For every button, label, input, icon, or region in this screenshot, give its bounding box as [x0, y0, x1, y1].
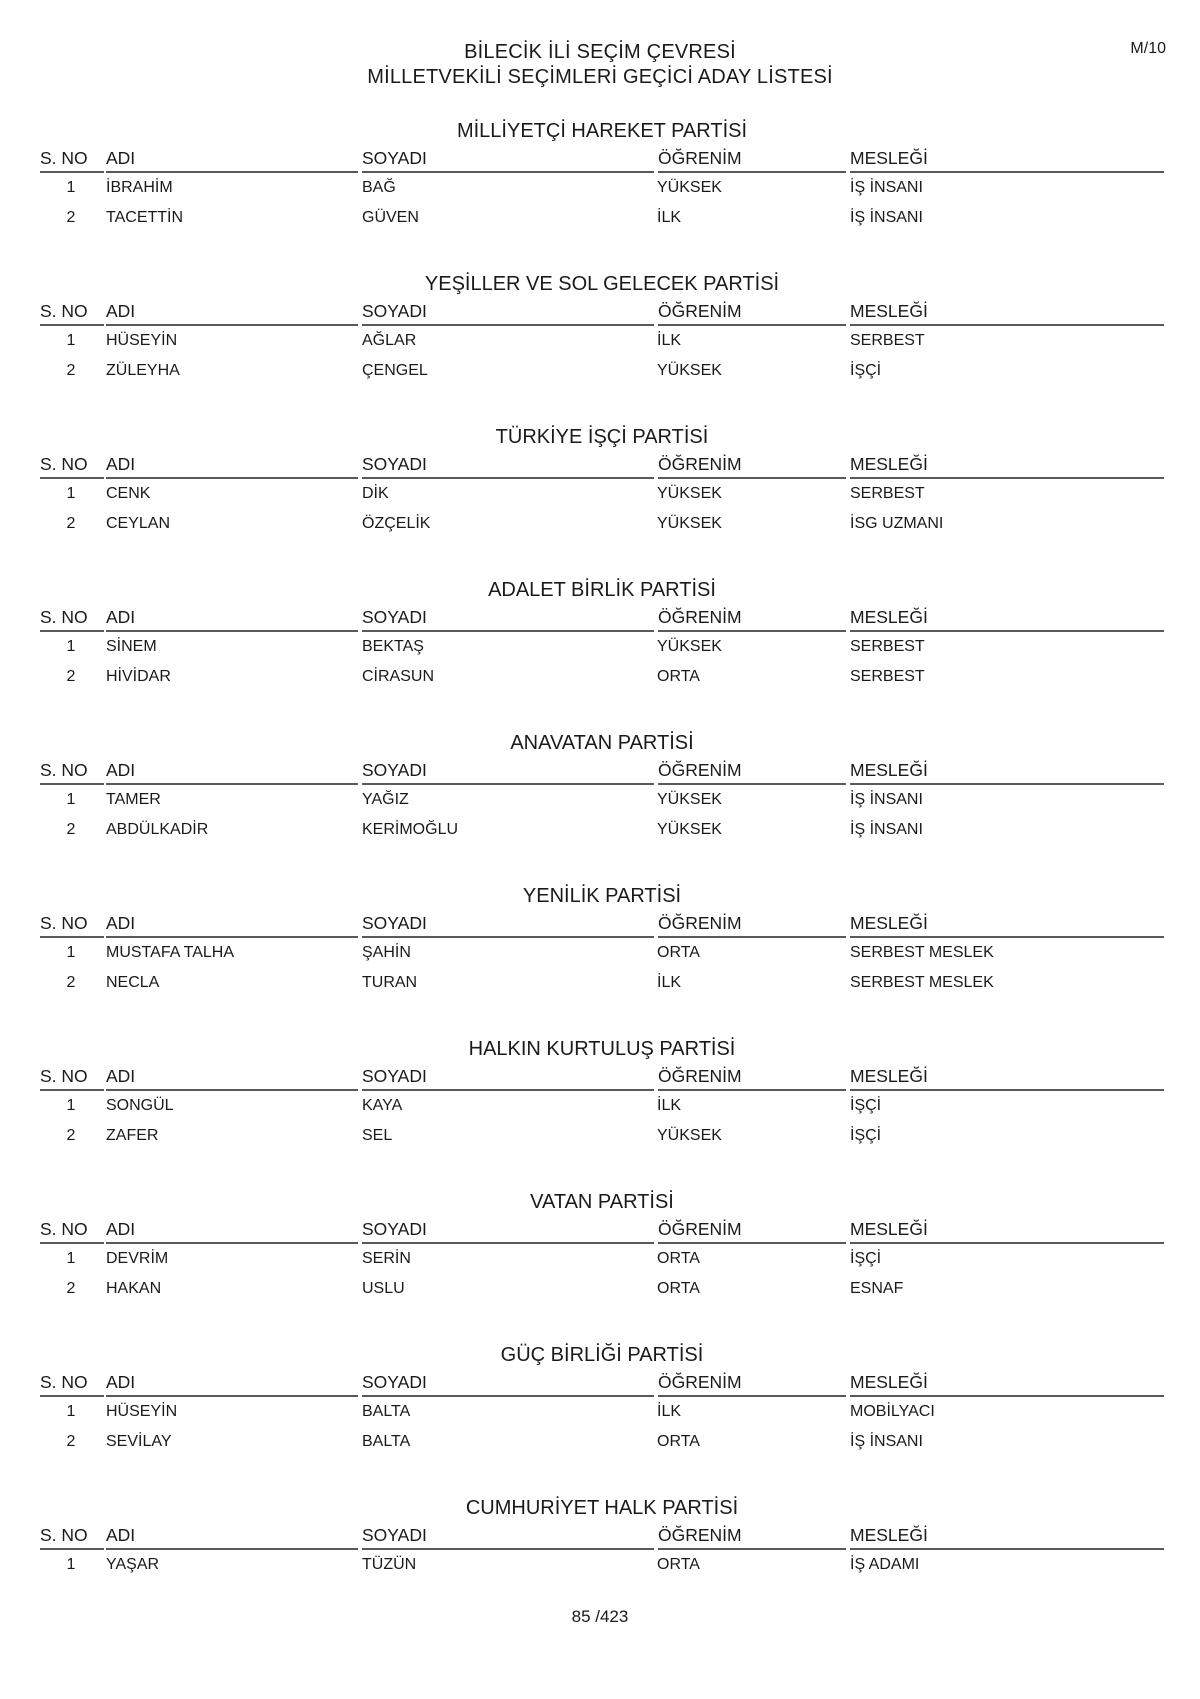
party-section [40, 878, 1164, 1031]
column-header-ogrenim: ÖĞRENİM [658, 1214, 846, 1244]
cell-adi: HAKAN [106, 1280, 162, 1297]
cell-ogrenim: İLK [657, 1403, 682, 1420]
column-header-soyadi: SOYADI [362, 908, 654, 938]
column-header-adi: ADI [106, 1520, 358, 1550]
column-header-meslegi: MESLEĞİ [850, 449, 1164, 479]
column-header-no: S. NO [40, 143, 104, 173]
cell-no: 1 [66, 1097, 76, 1114]
table-row [40, 1397, 1164, 1427]
table-row [40, 203, 1164, 233]
table-row [40, 1091, 1164, 1121]
cell-meslegi: ESNAF [850, 1280, 904, 1297]
cell-meslegi: İŞÇİ [850, 1097, 882, 1114]
cell-meslegi: İŞÇİ [850, 362, 882, 379]
cell-ogrenim: YÜKSEK [657, 515, 722, 532]
table-header [40, 296, 1164, 326]
column-header-adi: ADI [106, 602, 358, 632]
table-header [40, 1214, 1164, 1244]
cell-meslegi: İSG UZMANI [850, 515, 944, 532]
cell-soyadi: SERİN [362, 1250, 411, 1267]
cell-soyadi: SEL [362, 1127, 393, 1144]
cell-adi: MUSTAFA TALHA [106, 944, 235, 961]
cell-adi: SİNEM [106, 638, 157, 655]
column-header-ogrenim: ÖĞRENİM [658, 1061, 846, 1091]
header-title-line1: BİLECİK İLİ SEÇİM ÇEVRESİ [464, 41, 736, 63]
table-header [40, 449, 1164, 479]
table-header [40, 143, 1164, 173]
party-section [40, 113, 1164, 266]
cell-meslegi: SERBEST [850, 638, 925, 655]
cell-soyadi: ŞAHİN [362, 944, 411, 961]
cell-no: 1 [66, 179, 76, 196]
document-header [0, 40, 1200, 90]
cell-no: 1 [66, 638, 76, 655]
cell-adi: HÜSEYİN [106, 1403, 178, 1420]
cell-no: 2 [66, 1280, 76, 1297]
cell-meslegi: İŞÇİ [850, 1127, 882, 1144]
cell-no: 1 [66, 944, 76, 961]
column-header-soyadi: SOYADI [362, 1520, 654, 1550]
cell-soyadi: GÜVEN [362, 209, 419, 226]
table-row [40, 662, 1164, 692]
cell-meslegi: İŞ İNSANI [850, 1433, 923, 1450]
cell-ogrenim: İLK [657, 209, 682, 226]
party-name: ANAVATAN PARTİSİ [510, 732, 694, 754]
column-header-ogrenim: ÖĞRENİM [658, 1367, 846, 1397]
column-header-soyadi: SOYADI [362, 1214, 654, 1244]
column-header-meslegi: MESLEĞİ [850, 1061, 1164, 1091]
party-section [40, 572, 1164, 725]
column-header-no: S. NO [40, 296, 104, 326]
column-header-soyadi: SOYADI [362, 449, 654, 479]
cell-ogrenim: YÜKSEK [657, 1127, 722, 1144]
cell-no: 1 [66, 1556, 76, 1573]
table-header [40, 1061, 1164, 1091]
table-row [40, 815, 1164, 845]
page-code: M/10 [1130, 40, 1166, 57]
cell-adi: YAŞAR [106, 1556, 160, 1573]
table-header [40, 755, 1164, 785]
cell-ogrenim: YÜKSEK [657, 638, 722, 655]
cell-ogrenim: ORTA [657, 944, 700, 961]
cell-meslegi: MOBİLYACI [850, 1403, 935, 1420]
cell-soyadi: AĞLAR [362, 332, 417, 349]
cell-soyadi: BAĞ [362, 179, 396, 196]
cell-soyadi: USLU [362, 1280, 405, 1297]
cell-adi: ZAFER [106, 1127, 159, 1144]
table-row [40, 632, 1164, 662]
column-header-no: S. NO [40, 1520, 104, 1550]
cell-ogrenim: YÜKSEK [657, 791, 722, 808]
column-header-meslegi: MESLEĞİ [850, 296, 1164, 326]
column-header-ogrenim: ÖĞRENİM [658, 143, 846, 173]
cell-no: 2 [66, 821, 76, 838]
table-header [40, 602, 1164, 632]
cell-soyadi: BEKTAŞ [362, 638, 424, 655]
cell-soyadi: KERİMOĞLU [362, 821, 459, 838]
column-header-no: S. NO [40, 1214, 104, 1244]
column-header-soyadi: SOYADI [362, 1061, 654, 1091]
column-header-ogrenim: ÖĞRENİM [658, 602, 846, 632]
cell-adi: SEVİLAY [106, 1433, 172, 1450]
table-row [40, 173, 1164, 203]
cell-soyadi: DİK [362, 485, 389, 502]
cell-soyadi: BALTA [362, 1403, 411, 1420]
cell-soyadi: TURAN [362, 974, 418, 991]
cell-ogrenim: YÜKSEK [657, 485, 722, 502]
party-section [40, 1031, 1164, 1184]
column-header-adi: ADI [106, 143, 358, 173]
column-header-meslegi: MESLEĞİ [850, 1520, 1164, 1550]
cell-no: 1 [66, 791, 76, 808]
cell-soyadi: KAYA [362, 1097, 403, 1114]
party-name: GÜÇ BİRLİĞİ PARTİSİ [500, 1344, 704, 1366]
column-header-adi: ADI [106, 1061, 358, 1091]
cell-no: 2 [66, 1433, 76, 1450]
cell-ogrenim: YÜKSEK [657, 179, 722, 196]
cell-soyadi: YAĞIZ [362, 791, 409, 808]
cell-meslegi: İŞ İNSANI [850, 179, 923, 196]
party-section [40, 419, 1164, 572]
cell-ogrenim: YÜKSEK [657, 821, 722, 838]
column-header-meslegi: MESLEĞİ [850, 602, 1164, 632]
cell-soyadi: ÇENGEL [362, 362, 428, 379]
party-name: HALKIN KURTULUŞ PARTİSİ [468, 1038, 736, 1060]
column-header-no: S. NO [40, 1367, 104, 1397]
table-row [40, 479, 1164, 509]
cell-ogrenim: İLK [657, 974, 682, 991]
page-number: 85 /423 [571, 1607, 629, 1626]
table-row [40, 1427, 1164, 1457]
column-header-meslegi: MESLEĞİ [850, 908, 1164, 938]
column-header-soyadi: SOYADI [362, 1367, 654, 1397]
cell-ogrenim: ORTA [657, 1556, 700, 1573]
party-section [40, 1184, 1164, 1337]
cell-adi: NECLA [106, 974, 160, 991]
cell-no: 2 [66, 1127, 76, 1144]
cell-soyadi: BALTA [362, 1433, 411, 1450]
table-row [40, 1550, 1164, 1580]
table-row [40, 1244, 1164, 1274]
cell-no: 2 [66, 209, 76, 226]
column-header-ogrenim: ÖĞRENİM [658, 296, 846, 326]
cell-adi: TAMER [106, 791, 161, 808]
cell-no: 1 [66, 1403, 76, 1420]
party-name: YENİLİK PARTİSİ [522, 885, 682, 907]
cell-meslegi: SERBEST [850, 668, 925, 685]
table-header [40, 1367, 1164, 1397]
column-header-no: S. NO [40, 755, 104, 785]
table-row [40, 1274, 1164, 1304]
party-name: CUMHURİYET HALK PARTİSİ [465, 1497, 739, 1519]
cell-ogrenim: İLK [657, 1097, 682, 1114]
cell-adi: HİVİDAR [106, 668, 171, 685]
column-header-adi: ADI [106, 296, 358, 326]
cell-adi: ZÜLEYHA [106, 362, 180, 379]
table-row [40, 938, 1164, 968]
cell-adi: DEVRİM [106, 1250, 169, 1267]
column-header-meslegi: MESLEĞİ [850, 1367, 1164, 1397]
cell-meslegi: SERBEST MESLEK [850, 944, 994, 961]
cell-adi: TACETTİN [106, 209, 184, 226]
cell-no: 1 [66, 1250, 76, 1267]
cell-ogrenim: İLK [657, 332, 682, 349]
cell-adi: CEYLAN [106, 515, 171, 532]
cell-adi: CENK [106, 485, 151, 502]
column-header-soyadi: SOYADI [362, 296, 654, 326]
table-row [40, 968, 1164, 998]
cell-ogrenim: ORTA [657, 1280, 700, 1297]
party-name: MİLLİYETÇİ HAREKET PARTİSİ [456, 120, 748, 142]
table-header [40, 908, 1164, 938]
party-section [40, 266, 1164, 419]
table-row [40, 1121, 1164, 1151]
table-row [40, 785, 1164, 815]
column-header-soyadi: SOYADI [362, 602, 654, 632]
column-header-meslegi: MESLEĞİ [850, 755, 1164, 785]
party-name: TÜRKİYE İŞÇİ PARTİSİ [495, 426, 709, 448]
column-header-adi: ADI [106, 1367, 358, 1397]
cell-soyadi: ÖZÇELİK [362, 515, 431, 532]
cell-meslegi: İŞ İNSANI [850, 209, 923, 226]
column-header-meslegi: MESLEĞİ [850, 1214, 1164, 1244]
cell-ogrenim: YÜKSEK [657, 362, 722, 379]
table-row [40, 326, 1164, 356]
column-header-no: S. NO [40, 908, 104, 938]
cell-no: 2 [66, 362, 76, 379]
cell-ogrenim: ORTA [657, 668, 700, 685]
column-header-no: S. NO [40, 449, 104, 479]
cell-soyadi: TÜZÜN [362, 1556, 417, 1573]
table-row [40, 509, 1164, 539]
column-header-meslegi: MESLEĞİ [850, 143, 1164, 173]
cell-soyadi: CİRASUN [362, 668, 435, 685]
party-section [40, 1337, 1164, 1490]
column-header-ogrenim: ÖĞRENİM [658, 755, 846, 785]
cell-adi: ABDÜLKADİR [106, 821, 209, 838]
column-header-adi: ADI [106, 1214, 358, 1244]
column-header-no: S. NO [40, 602, 104, 632]
party-section [40, 725, 1164, 878]
column-header-ogrenim: ÖĞRENİM [658, 1520, 846, 1550]
column-header-ogrenim: ÖĞRENİM [658, 908, 846, 938]
header-title-line2: MİLLETVEKİLİ SEÇİMLERİ GEÇİCİ ADAY LİSTESİ [367, 66, 833, 88]
cell-adi: SONGÜL [106, 1097, 174, 1114]
column-header-adi: ADI [106, 755, 358, 785]
cell-meslegi: SERBEST [850, 332, 925, 349]
cell-no: 1 [66, 332, 76, 349]
cell-meslegi: İŞ İNSANI [850, 791, 923, 808]
cell-meslegi: SERBEST MESLEK [850, 974, 994, 991]
party-name: ADALET BİRLİK PARTİSİ [488, 579, 716, 601]
cell-no: 2 [66, 515, 76, 532]
table-header [40, 1520, 1164, 1550]
party-name: VATAN PARTİSİ [530, 1191, 674, 1213]
party-name: YEŞİLLER VE SOL GELECEK PARTİSİ [424, 273, 780, 295]
column-header-no: S. NO [40, 1061, 104, 1091]
cell-adi: İBRAHİM [106, 179, 173, 196]
cell-no: 2 [66, 974, 76, 991]
cell-meslegi: İŞ İNSANI [850, 821, 923, 838]
cell-meslegi: SERBEST [850, 485, 925, 502]
column-header-adi: ADI [106, 449, 358, 479]
column-header-soyadi: SOYADI [362, 755, 654, 785]
cell-meslegi: İŞÇİ [850, 1250, 882, 1267]
party-sections [40, 113, 1164, 1643]
table-row [40, 356, 1164, 386]
column-header-soyadi: SOYADI [362, 143, 654, 173]
cell-meslegi: İŞ ADAMI [850, 1556, 920, 1573]
column-header-adi: ADI [106, 908, 358, 938]
cell-no: 1 [66, 485, 76, 502]
cell-ogrenim: ORTA [657, 1250, 700, 1267]
cell-ogrenim: ORTA [657, 1433, 700, 1450]
column-header-ogrenim: ÖĞRENİM [658, 449, 846, 479]
cell-adi: HÜSEYİN [106, 332, 178, 349]
cell-no: 2 [66, 668, 76, 685]
